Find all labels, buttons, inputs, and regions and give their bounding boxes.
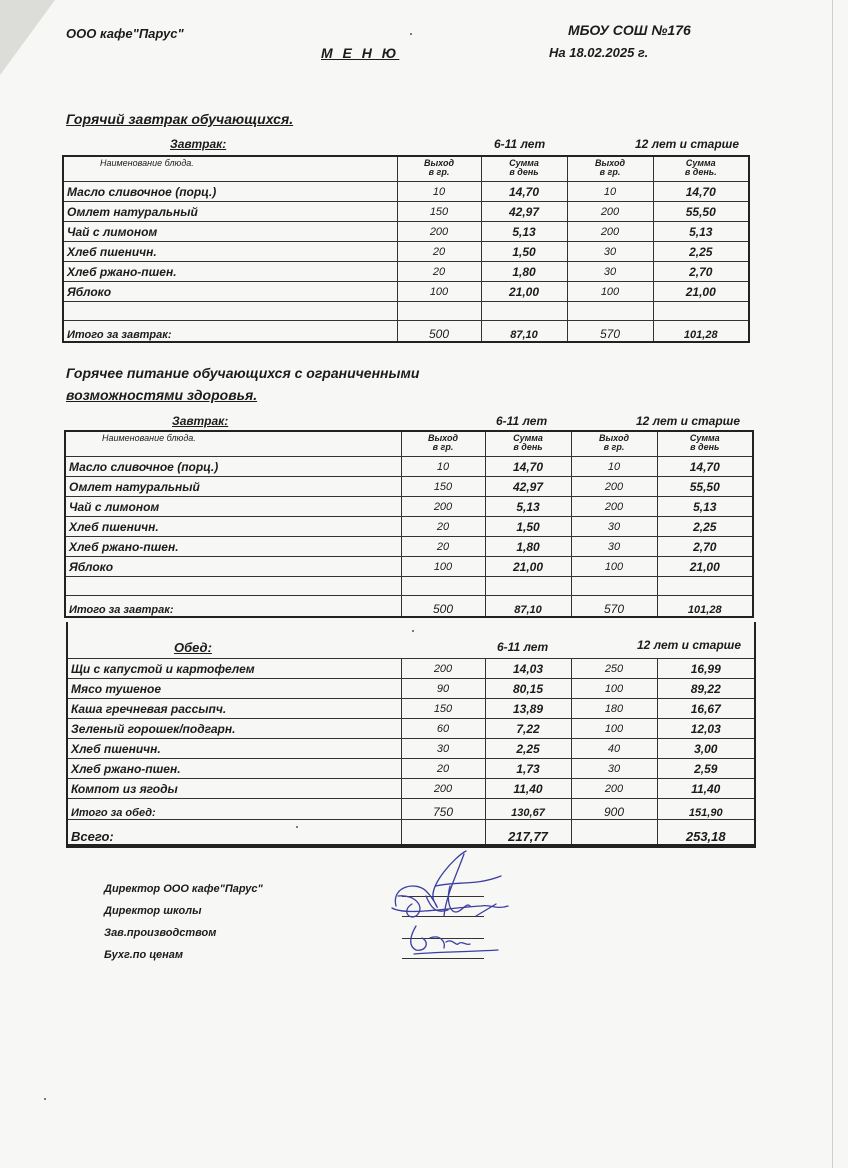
menu-date: На 18.02.2025 г. [549,45,649,60]
price-s2: 14,70 [653,182,749,202]
price-s2: 16,67 [657,699,755,719]
price-s1: 14,70 [481,182,567,202]
price-s1: 14,03 [485,659,571,679]
total-s2: 151,90 [657,799,755,820]
price-s1: 80,15 [485,679,571,699]
portion-g2: 180 [571,699,657,719]
price-s2: 5,13 [653,222,749,242]
total-g1: 500 [397,321,481,343]
table-header-row [65,431,753,457]
dish-name: Хлеб ржано-пшен. [67,759,401,779]
portion-g1: 150 [401,699,485,719]
portion-g1: 200 [401,779,485,799]
price-s1: 21,00 [485,557,571,577]
price-s1: 14,70 [485,457,571,477]
table-row [65,537,753,557]
price-s2: 55,50 [657,477,753,497]
page-edge-right [832,0,833,1168]
dish-name: Хлеб ржано-пшен. [65,537,401,557]
price-s2: 2,70 [653,262,749,282]
table-row-empty [63,302,749,321]
grand-total-label: Всего: [67,820,401,846]
signature-labels [104,878,263,966]
price-s1: 42,97 [481,202,567,222]
total-s2: 101,28 [653,321,749,343]
dish-name: Яблоко [65,557,401,577]
table-row [67,739,755,759]
table-total-row [65,596,753,618]
lunch-age2: 12 лет и старше [637,638,742,652]
price-s1: 11,40 [485,779,571,799]
price-s2: 2,59 [657,759,755,779]
price-s2: 21,00 [657,557,753,577]
grand-total-row [67,820,755,846]
section1-title: Горячий завтрак обучающихся. [66,111,294,127]
dish-name: Хлеб пшеничн. [65,517,401,537]
dish-name: Масло сливочное (порц.) [63,182,397,202]
section2-age2: 12 лет и старше [636,414,741,428]
table-row [65,457,753,477]
dish-name: Чай с лимоном [63,222,397,242]
price-s2: 12,03 [657,719,755,739]
page-title: М Е Н Ю [321,45,400,61]
price-s2: 2,25 [653,242,749,262]
col-name-header: Наименование блюда. [65,431,401,457]
portion-g2: 100 [571,679,657,699]
portion-g2: 30 [567,262,653,282]
section1-meal: Завтрак: [170,137,227,151]
price-s1: 42,97 [485,477,571,497]
scan-dot [296,826,298,828]
dish-name: Омлет натуральный [65,477,401,497]
portion-g1: 150 [401,477,485,497]
table-row [67,779,755,799]
price-s2: 21,00 [653,282,749,302]
portion-g1: 200 [401,497,485,517]
portion-g2: 200 [571,477,657,497]
portion-g2: 10 [567,182,653,202]
portion-g1: 200 [401,659,485,679]
portion-g1: 30 [401,739,485,759]
col-sum1-header: Сумма в день [485,431,571,457]
dish-name: Хлеб пшеничн. [63,242,397,262]
portion-g1: 200 [397,222,481,242]
price-s1: 2,25 [485,739,571,759]
price-s2: 14,70 [657,457,753,477]
portion-g1: 10 [401,457,485,477]
price-s1: 1,80 [485,537,571,557]
portion-g2: 30 [571,759,657,779]
price-s1: 21,00 [481,282,567,302]
portion-g1: 20 [401,759,485,779]
grand-total-s2: 253,18 [657,820,755,846]
company-name: ООО кафе"Парус" [66,26,184,41]
total-s1: 130,67 [485,799,571,820]
portion-g2: 30 [567,242,653,262]
portion-g2: 200 [571,497,657,517]
price-s1: 1,50 [485,517,571,537]
lunch-meal: Обед: [174,640,212,655]
scan-dot [412,630,414,632]
table-row [63,242,749,262]
dish-name: Каша гречневая рассыпч. [67,699,401,719]
table-row-empty [65,577,753,596]
portion-g2: 30 [571,537,657,557]
section1-age2: 12 лет и старше [635,137,740,151]
dish-name: Хлеб пшеничн. [67,739,401,759]
portion-g1: 100 [397,282,481,302]
table-row [63,202,749,222]
dish-name: Яблоко [63,282,397,302]
portion-g1: 10 [397,182,481,202]
price-s2: 89,22 [657,679,755,699]
dish-name: Хлеб ржано-пшен. [63,262,397,282]
table-total-row [67,799,755,820]
portion-g1: 150 [397,202,481,222]
dish-name: Зеленый горошек/подгарн. [67,719,401,739]
total-g2: 570 [571,596,657,618]
lunch-table [66,658,756,846]
signature-label-production: Зав.производством [104,927,217,939]
portion-g2: 200 [571,779,657,799]
total-s1: 87,10 [481,321,567,343]
table-row [63,262,749,282]
portion-g1: 20 [401,537,485,557]
breakfast-table-2 [64,430,754,618]
price-s2: 11,40 [657,779,755,799]
table-row [67,699,755,719]
portion-g2: 200 [567,222,653,242]
price-s2: 2,25 [657,517,753,537]
table-row [63,182,749,202]
portion-g2: 40 [571,739,657,759]
breakfast-table-1 [62,155,750,343]
col-name-header: Наименование блюда. [63,156,397,182]
lunch-age1: 6-11 лет [497,640,549,654]
total-g1: 750 [401,799,485,820]
total-g1: 500 [401,596,485,618]
table-row [67,679,755,699]
portion-g2: 250 [571,659,657,679]
folded-corner [0,0,55,75]
scan-dot [410,33,412,35]
price-s1: 1,50 [481,242,567,262]
total-label: Итого за обед: [67,799,401,820]
dish-name: Масло сливочное (порц.) [65,457,401,477]
portion-g1: 20 [401,517,485,537]
grand-total-s1: 217,77 [485,820,571,846]
section1-age1: 6-11 лет [494,137,546,151]
total-label: Итого за завтрак: [65,596,401,618]
portion-g1: 100 [401,557,485,577]
table-total-row [63,321,749,343]
signature-label-director-school: Директор школы [104,905,202,917]
dish-name: Чай с лимоном [65,497,401,517]
section2-meal: Завтрак: [172,414,229,428]
signature-label-accountant: Бухг.по ценам [104,949,183,961]
col-out1-header: Выход в гр. [397,156,481,182]
portion-g2: 10 [571,457,657,477]
price-s1: 5,13 [481,222,567,242]
portion-g2: 100 [571,719,657,739]
portion-g1: 20 [397,262,481,282]
price-s2: 5,13 [657,497,753,517]
dish-name: Щи с капустой и картофелем [67,659,401,679]
price-s2: 55,50 [653,202,749,222]
portion-g1: 90 [401,679,485,699]
col-out2-header: Выход в гр. [567,156,653,182]
price-s2: 16,99 [657,659,755,679]
total-g2: 900 [571,799,657,820]
table-row [65,517,753,537]
price-s2: 3,00 [657,739,755,759]
table-row [63,282,749,302]
col-sum2-header: Сумма в день [657,431,753,457]
section2-age1: 6-11 лет [496,414,548,428]
total-s1: 87,10 [485,596,571,618]
table-row [65,497,753,517]
handwritten-signatures [386,846,516,974]
total-label: Итого за завтрак: [63,321,397,343]
portion-g2: 100 [571,557,657,577]
price-s1: 1,80 [481,262,567,282]
price-s1: 7,22 [485,719,571,739]
portion-g1: 20 [397,242,481,262]
col-sum1-header: Сумма в день [481,156,567,182]
section2-title: Горячее питание обучающихся с ограниченными возможностями здоровья. [66,365,420,403]
school-name: МБОУ СОШ №176 [568,22,691,38]
price-s1: 1,73 [485,759,571,779]
dish-name: Мясо тушеное [67,679,401,699]
price-s2: 2,70 [657,537,753,557]
col-out2-header: Выход в гр. [571,431,657,457]
portion-g1: 60 [401,719,485,739]
scan-dot [44,1098,46,1100]
table-row [67,719,755,739]
col-sum2-header: Сумма в день. [653,156,749,182]
signature-label-director-cafe: Директор ООО кафе"Парус" [104,883,263,895]
table-row [65,557,753,577]
col-out1-header: Выход в гр. [401,431,485,457]
table-row [63,222,749,242]
dish-name: Компот из ягоды [67,779,401,799]
total-s2: 101,28 [657,596,753,618]
portion-g2: 100 [567,282,653,302]
price-s1: 5,13 [485,497,571,517]
table-header-row [63,156,749,182]
price-s1: 13,89 [485,699,571,719]
dish-name: Омлет натуральный [63,202,397,222]
table-row [65,477,753,497]
total-g2: 570 [567,321,653,343]
table-row [67,759,755,779]
portion-g2: 200 [567,202,653,222]
table-row [67,659,755,679]
portion-g2: 30 [571,517,657,537]
